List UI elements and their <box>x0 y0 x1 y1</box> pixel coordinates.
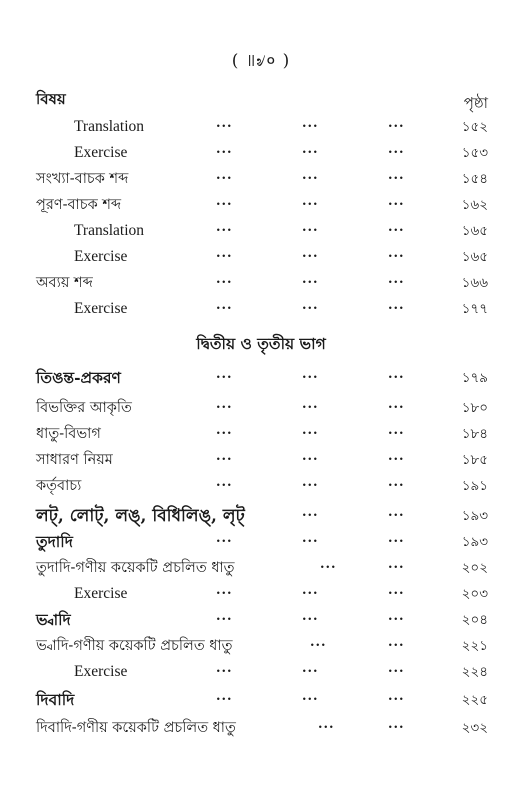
leader-dots: ... <box>310 635 327 650</box>
leader-dots: ... <box>216 531 233 546</box>
entry-page: ২২১ <box>461 638 488 654</box>
entry-page: ১৭৯ <box>461 370 488 386</box>
entry-page: ১৮০ <box>461 400 488 416</box>
entry-page: ১৬৬ <box>461 275 488 291</box>
entry-page: ২৩২ <box>461 720 488 736</box>
leader-dots: ... <box>302 423 319 438</box>
toc-entry[interactable] <box>0 660 522 684</box>
leader-dots: ... <box>216 449 233 464</box>
entry-title: সাধারণ নিয়ম <box>36 452 113 468</box>
toc-entry[interactable] <box>0 115 522 139</box>
leader-dots: ... <box>388 397 405 412</box>
leader-dots: ... <box>388 220 405 235</box>
entry-title: লট্, লোট্, লঙ্, বিধিলিঙ্, লৃট্ <box>36 506 245 526</box>
leader-dots: ... <box>388 583 405 598</box>
toc-entry[interactable] <box>0 504 522 528</box>
entry-title: Translation <box>74 118 145 135</box>
leader-dots: ... <box>388 116 405 131</box>
toc-entry[interactable] <box>0 582 522 606</box>
leader-dots: ... <box>302 583 319 598</box>
page-column-label: পৃষ্ঠা <box>463 94 488 112</box>
entry-title: তুদাদি <box>36 532 73 551</box>
leader-dots: ... <box>388 609 405 624</box>
leader-dots: ... <box>302 689 319 704</box>
entry-title: Exercise <box>74 663 128 680</box>
entry-title: তুদাদি-গণীয় কয়েকটি প্রচলিত ধাতু <box>36 560 235 576</box>
toc-entry[interactable] <box>0 556 522 580</box>
leader-dots: ... <box>216 661 233 676</box>
leader-dots: ... <box>388 531 405 546</box>
entry-title: বিভক্তির আকৃতি <box>36 400 132 416</box>
toc-entry[interactable] <box>0 448 522 472</box>
entry-page: ১৮৫ <box>461 452 488 468</box>
leader-dots: ... <box>302 194 319 209</box>
entry-page: ১৫৪ <box>461 171 488 187</box>
entry-page: ১৬৫ <box>461 223 488 239</box>
leader-dots: ... <box>216 423 233 438</box>
leader-dots: ... <box>388 689 405 704</box>
toc-entry[interactable] <box>0 716 522 740</box>
entry-page: ২২৪ <box>461 664 488 680</box>
toc-entry[interactable] <box>0 219 522 243</box>
toc-entry[interactable] <box>0 271 522 295</box>
leader-dots: ... <box>388 717 405 732</box>
leader-dots: ... <box>320 557 337 572</box>
entry-title: অব্যয় শব্দ <box>36 275 93 291</box>
leader-dots: ... <box>302 661 319 676</box>
leader-dots: ... <box>388 635 405 650</box>
leader-dots: ... <box>216 272 233 287</box>
leader-dots: ... <box>216 246 233 261</box>
leader-dots: ... <box>302 449 319 464</box>
entry-page: ১৬৫ <box>461 249 488 265</box>
leader-dots: ... <box>216 116 233 131</box>
leader-dots: ... <box>302 168 319 183</box>
toc-entry[interactable] <box>0 608 522 632</box>
entry-page: ১৮৪ <box>461 426 488 442</box>
toc-entry[interactable] <box>0 634 522 658</box>
entry-page: ১৭৭ <box>461 301 488 317</box>
section-title: দ্বিতীয় ও তৃতীয় ভাগ <box>196 334 326 353</box>
leader-dots: ... <box>216 609 233 624</box>
toc-entry[interactable] <box>0 474 522 498</box>
entry-page: ২০২ <box>461 560 488 576</box>
entry-title: কর্তৃবাচ্য <box>36 478 82 494</box>
leader-dots: ... <box>302 272 319 287</box>
entry-page: ১৫৩ <box>461 145 488 161</box>
leader-dots: ... <box>302 298 319 313</box>
leader-dots: ... <box>388 367 405 382</box>
entry-page: ১৫২ <box>461 119 488 135</box>
leader-dots: ... <box>302 220 319 235</box>
toc-entry[interactable] <box>0 245 522 269</box>
entry-page: ১৯১ <box>461 478 488 494</box>
page-number: ( ॥৶० ) <box>231 51 291 71</box>
toc-entry[interactable] <box>0 167 522 191</box>
leader-dots: ... <box>216 583 233 598</box>
entry-page: ২০৩ <box>461 586 488 602</box>
entry-page: ১৯৩ <box>461 508 488 524</box>
entry-title: ভ্বাদি-গণীয় কয়েকটি প্রচলিত ধাতু <box>36 638 233 654</box>
leader-dots: ... <box>302 367 319 382</box>
leader-dots: ... <box>302 142 319 157</box>
entry-page: ২০৪ <box>461 612 488 628</box>
leader-dots: ... <box>302 505 319 520</box>
toc-entry[interactable] <box>0 422 522 446</box>
leader-dots: ... <box>216 220 233 235</box>
leader-dots: ... <box>388 142 405 157</box>
leader-dots: ... <box>216 689 233 704</box>
entry-page: ২২৫ <box>461 692 488 708</box>
leader-dots: ... <box>318 717 335 732</box>
leader-dots: ... <box>216 397 233 412</box>
leader-dots: ... <box>388 423 405 438</box>
entry-title: Exercise <box>74 585 128 602</box>
leader-dots: ... <box>388 661 405 676</box>
entry-title: ভ্বাদি <box>36 610 71 629</box>
leader-dots: ... <box>216 194 233 209</box>
subject-column-label: বিষয় <box>36 90 66 108</box>
leader-dots: ... <box>388 505 405 520</box>
leader-dots: ... <box>388 475 405 490</box>
toc-entry[interactable] <box>0 141 522 165</box>
leader-dots: ... <box>216 298 233 313</box>
entry-title: তিঙন্ত-প্রকরণ <box>36 368 121 387</box>
entry-title: Translation <box>74 222 145 239</box>
leader-dots: ... <box>302 116 319 131</box>
leader-dots: ... <box>216 367 233 382</box>
leader-dots: ... <box>388 246 405 261</box>
entry-title: দিবাদি-গণীয় কয়েকটি প্রচলিত ধাতু <box>36 720 236 736</box>
leader-dots: ... <box>388 272 405 287</box>
toc-entry[interactable] <box>0 366 522 390</box>
leader-dots: ... <box>216 142 233 157</box>
leader-dots: ... <box>388 168 405 183</box>
leader-dots: ... <box>388 557 405 572</box>
leader-dots: ... <box>302 397 319 412</box>
toc-entry[interactable] <box>0 297 522 321</box>
entry-title: ধাতু-বিভাগ <box>36 426 101 442</box>
leader-dots: ... <box>216 475 233 490</box>
entry-page: ১৬২ <box>461 197 488 213</box>
entry-title: দিবাদি <box>36 690 75 709</box>
entry-title: Exercise <box>74 144 128 161</box>
toc-entry[interactable] <box>0 193 522 217</box>
leader-dots: ... <box>302 246 319 261</box>
entry-title: Exercise <box>74 248 128 265</box>
entry-page: ১৯৩ <box>461 534 488 550</box>
toc-entry[interactable] <box>0 688 522 712</box>
toc-entry[interactable] <box>0 530 522 554</box>
entry-title: Exercise <box>74 300 128 317</box>
leader-dots: ... <box>302 609 319 624</box>
leader-dots: ... <box>388 194 405 209</box>
leader-dots: ... <box>302 475 319 490</box>
leader-dots: ... <box>302 531 319 546</box>
entry-title: পূরণ-বাচক শব্দ <box>36 197 122 213</box>
leader-dots: ... <box>216 168 233 183</box>
leader-dots: ... <box>388 449 405 464</box>
toc-header <box>36 88 488 114</box>
toc-entry[interactable] <box>0 396 522 420</box>
leader-dots: ... <box>388 298 405 313</box>
entry-title: সংখ্যা-বাচক শব্দ <box>36 171 129 187</box>
